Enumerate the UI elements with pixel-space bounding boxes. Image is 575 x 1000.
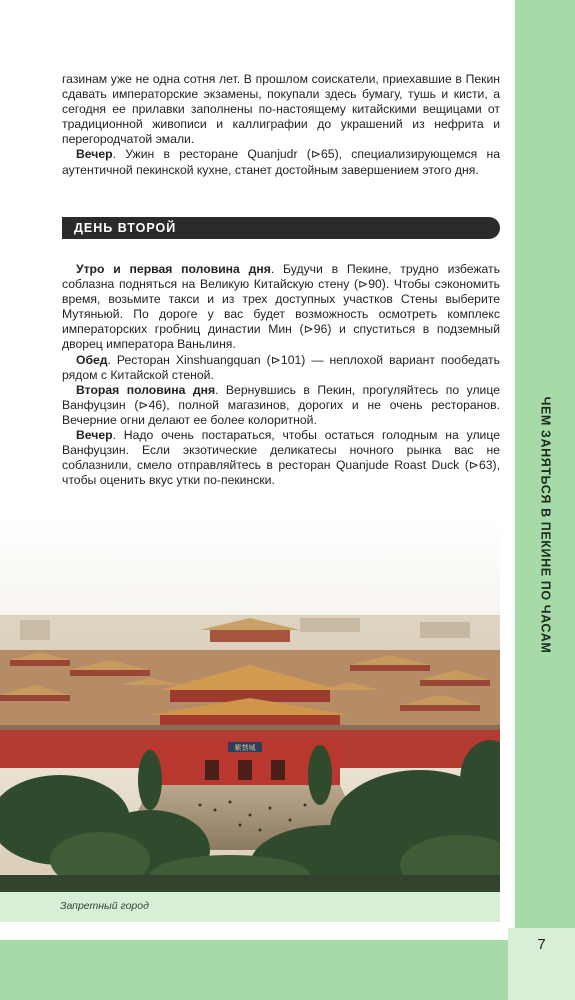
intro-evening-paragraph xyxy=(62,147,500,177)
day2-evening-label: Вечер xyxy=(76,428,113,443)
evening-paragraph xyxy=(62,428,500,488)
lunch-paragraph xyxy=(62,353,500,383)
intro-text xyxy=(62,72,500,178)
afternoon-paragraph xyxy=(62,383,500,428)
afternoon-label: Вторая половина дня xyxy=(76,382,216,397)
day2-evening-text: . Надо очень постараться, чтобы остаться голодным на улице Ванфуцзин. Если экзотические деликатесы ночного рынка вас не соблазнили, смело отправляйтесь в ресторан Quanjude Roast Duck (⊳63), чтобы оценить вкус утки по-пекински. xyxy=(62,428,500,488)
day-heading: ДЕНЬ ВТОРОЙ xyxy=(62,217,500,239)
side-title xyxy=(515,0,575,940)
page-number: 7 xyxy=(537,936,546,953)
photo-caption: Запретный город xyxy=(60,900,149,912)
lunch-text: . Ресторан Xinshuangquan (⊳101) — неплохой вариант пообедать рядом с Китайской стеной. xyxy=(62,352,500,382)
chapter-title: ЧЕМ ЗАНЯТЬСЯ В ПЕКИНЕ ПО ЧАСАМ xyxy=(538,396,552,654)
forbidden-city-photo xyxy=(0,520,500,892)
intro-paragraph: газинам уже не одна сотня лет. В прошлом соискатели, приехавшие в Пекин сдавать императорские экзамены, покупали здесь бумагу, тушь и кисти, а сегодня ее прилавки заполнены по-настоящему китайскими вещицами от традиционной живописи и каллиграфии до украшений из нефрита и перегородчатой эмали. xyxy=(62,72,500,147)
morning-paragraph xyxy=(62,262,500,353)
morning-text: . Будучи в Пекине, трудно избежать соблазна подняться на Великую Китайскую стену (⊳90). Чтобы сэкономить время, возьмите такси и из трех доступных участков Стены выберите Мутяньюй. По дороге у вас будет возможность осмотреть комплекс императорских гробниц династии Мин (⊳96) и спуститься в подземный дворец императора Ваньлиня. xyxy=(62,262,500,352)
gate-sign: 紫禁城 xyxy=(234,744,256,752)
day2-text xyxy=(62,262,500,488)
afternoon-text: . Вернувшись в Пекин, прогуляйтесь по улице Ванфуцзин (⊳46), полной магазинов, дорогих и не очень ресторанов. Вечерние огни делают ее более колоритной. xyxy=(62,382,500,427)
morning-label: Утро и первая половина дня xyxy=(76,262,271,276)
evening-text: . Ужин в ресторане Quanjudr (⊳65), специализирующемся на аутентичной пекинской кухне, станет достойным завершением этого дня. xyxy=(62,147,500,177)
bottom-strip xyxy=(0,940,508,1000)
lunch-label: Обед xyxy=(76,352,108,367)
evening-label: Вечер xyxy=(76,147,113,162)
